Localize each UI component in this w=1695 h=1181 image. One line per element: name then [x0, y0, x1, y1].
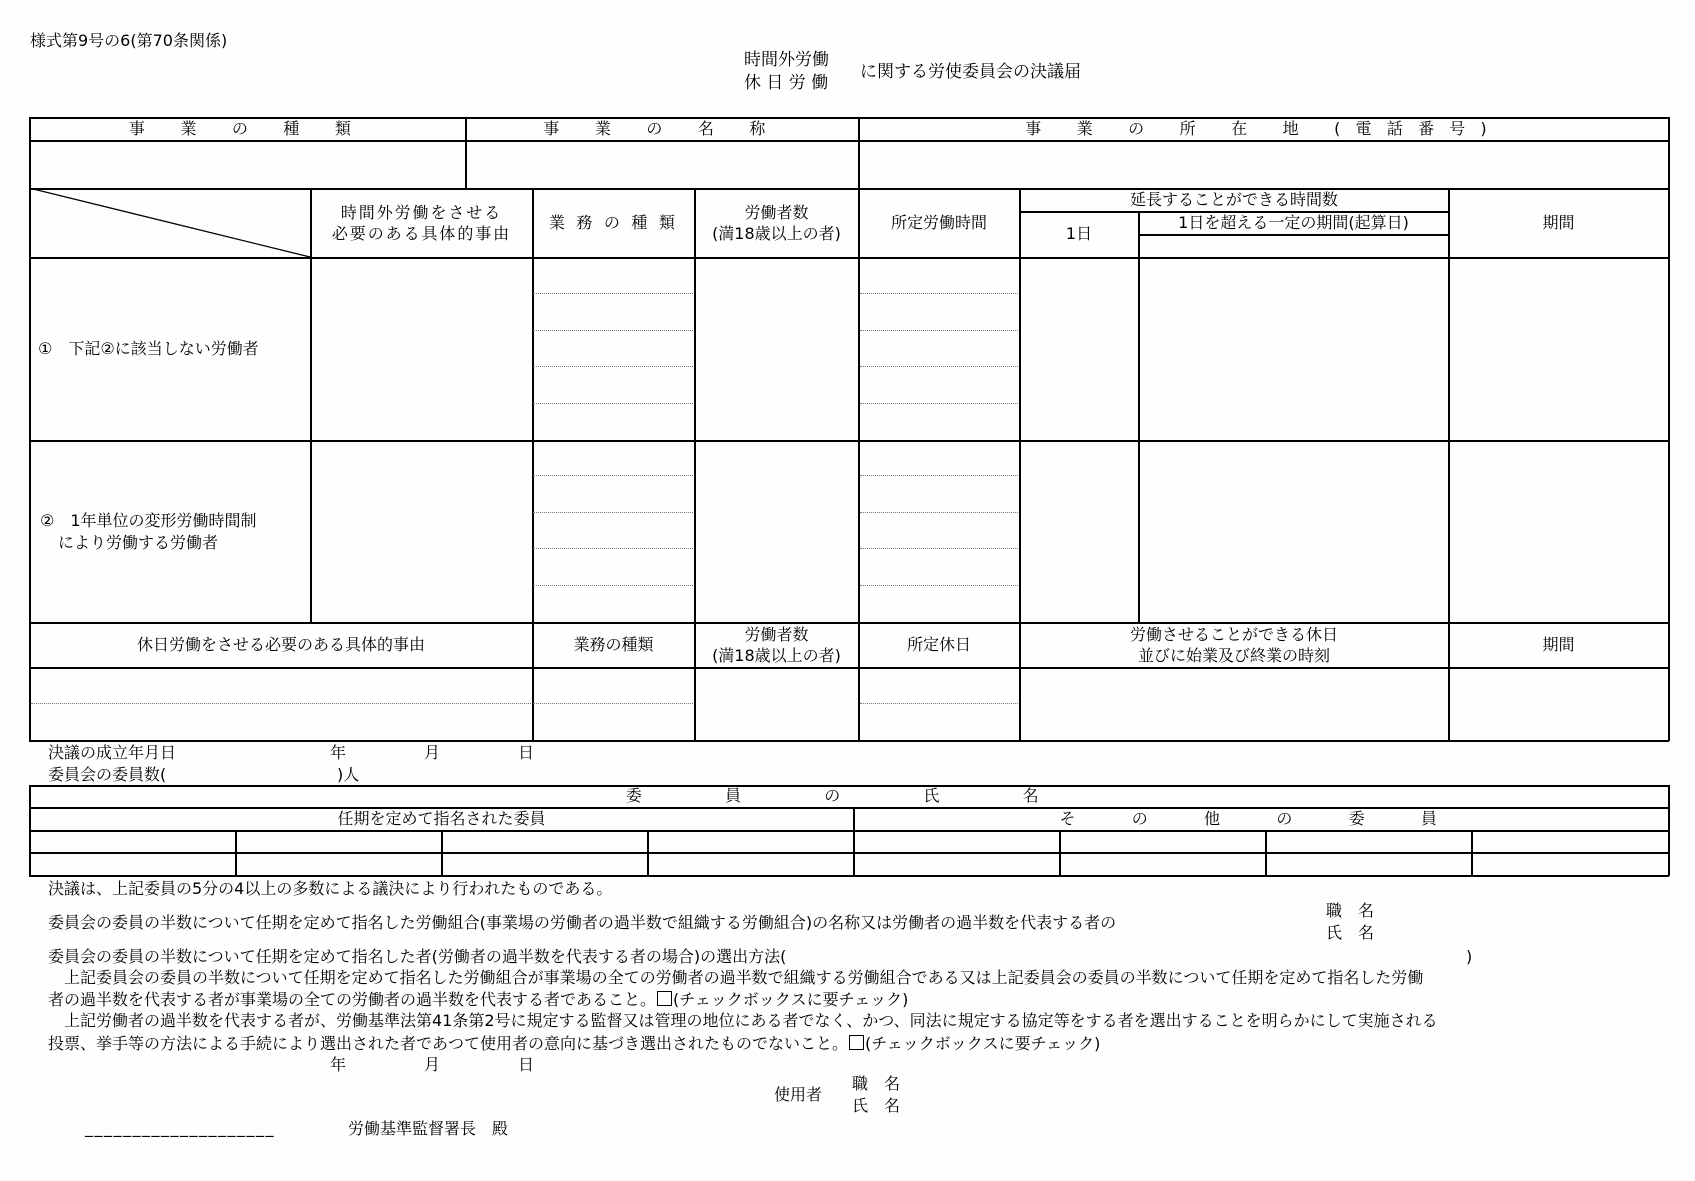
- addressee-label: 労働基準監督署長 殿: [348, 1119, 509, 1138]
- row2-label-line1: ② 1年単位の変形労働時間制: [40, 511, 257, 530]
- other-member-input[interactable]: [855, 854, 1058, 874]
- member-count-suffix: )人: [337, 765, 360, 784]
- holiday-job-type-input[interactable]: [534, 669, 693, 739]
- appointed-member-input[interactable]: [443, 832, 646, 852]
- member-count-input[interactable]: [185, 764, 335, 784]
- row2-period-over-day-input[interactable]: [1140, 442, 1447, 621]
- business-type-input[interactable]: [31, 142, 464, 188]
- business-location-input[interactable]: [860, 142, 1667, 188]
- holiday-reason-input[interactable]: [31, 669, 531, 739]
- row1-one-day-input[interactable]: [1021, 259, 1137, 439]
- resolution-day: 日: [518, 743, 535, 762]
- other-members-header: そ の 他 の 委 員: [1059, 808, 1463, 828]
- union-title-label: 職 名: [1326, 901, 1375, 920]
- appointed-member-input[interactable]: [237, 832, 440, 852]
- extendable-hours-header: 延長することができる時間数: [1129, 190, 1338, 210]
- business-name-input[interactable]: [467, 142, 857, 188]
- appointed-member-input[interactable]: [237, 854, 440, 874]
- business-location-header: 事 業 の 所 在 地 (電話番号): [1025, 118, 1502, 138]
- row1-period-input[interactable]: [1450, 259, 1667, 439]
- statement-representative-line1: 上記労働者の過半数を代表する者が、労働基準法第41条第2号に規定する監督又は管理の地位にある者でなく、かつ、同法に規定する協定等をする者を選出することを明らかにして実施される: [48, 1011, 1438, 1030]
- selection-method-input[interactable]: [925, 946, 1465, 966]
- allowed-holidays-header: 労働させることができる休日 並びに始業及び終業の時刻: [1129, 624, 1338, 665]
- title-suffix: に関する労使委員会の決議届: [860, 62, 1081, 82]
- union-name-label: 氏 名: [1326, 923, 1375, 942]
- holiday-allowed-input[interactable]: [1021, 669, 1447, 739]
- holiday-scheduled-input[interactable]: [860, 669, 1018, 739]
- union-majority-checkbox[interactable]: [657, 991, 672, 1006]
- submit-month: 月: [424, 1055, 441, 1074]
- business-name-header: 事 業 の 名 称: [543, 118, 781, 138]
- appointed-member-input[interactable]: [443, 854, 646, 874]
- statement-representative-line2: 投票、挙手等の方法による手続により選出された者であつて使用者の意向に基づき選出されたものでないこと。 (チェックボックスに要チェック): [48, 1034, 1101, 1053]
- statement-majority: 決議は、上記委員の5分の4以上の多数による議決により行われたものである。: [48, 879, 613, 898]
- holiday-workers-input[interactable]: [696, 669, 857, 739]
- row1-period-over-day-input[interactable]: [1140, 259, 1447, 439]
- statement-union-majority-line1: 上記委員会の委員の半数について任期を定めて指名した労働組合が事業場の全ての労働者の過半数で組織する労働組合である又は上記委員会の委員の半数について任期を定めて指名した労働: [48, 968, 1424, 987]
- employer-title-label: 職 名: [852, 1074, 901, 1093]
- resolution-year: 年: [330, 743, 347, 762]
- representative-checkbox[interactable]: [849, 1035, 864, 1050]
- other-member-input[interactable]: [1267, 854, 1470, 874]
- resolution-month: 月: [424, 743, 441, 762]
- office-blank[interactable]: ____________________: [85, 1118, 275, 1137]
- period-over-day-header: 1日を超える一定の期間(起算日): [1178, 212, 1409, 232]
- one-day-header: 1日: [1065, 224, 1093, 244]
- row1-hours-input[interactable]: [860, 259, 1018, 439]
- row2-one-day-input[interactable]: [1021, 442, 1137, 621]
- holiday-job-type-header: 業務の種類: [573, 635, 654, 655]
- other-member-input[interactable]: [1473, 832, 1667, 852]
- title-line1: 時間外労働: [744, 50, 829, 70]
- row1-workers-input[interactable]: [696, 259, 857, 439]
- submit-day: 日: [518, 1055, 535, 1074]
- job-type-header: 業 務 の 種 類: [548, 213, 679, 233]
- business-type-header: 事 業 の 種 類: [128, 118, 367, 138]
- submit-year: 年: [330, 1055, 347, 1074]
- other-member-input[interactable]: [1267, 832, 1470, 852]
- row2-workers-input[interactable]: [696, 442, 857, 621]
- scheduled-hours-header: 所定労働時間: [890, 213, 987, 233]
- row1-job-type-input[interactable]: [534, 259, 693, 439]
- selection-method-close: ): [1466, 947, 1473, 966]
- row2-hours-input[interactable]: [860, 442, 1018, 621]
- row2-reason-input[interactable]: [312, 442, 531, 621]
- members-title: 委 員 の 氏 名: [625, 786, 1073, 806]
- overtime-reason-header: 時間外労働をさせる 必要のある具体的事由: [331, 202, 512, 243]
- other-member-input[interactable]: [1061, 854, 1264, 874]
- employer-label: 使用者: [774, 1085, 823, 1104]
- union-representative-input[interactable]: [1390, 900, 1660, 945]
- row2-label-line2: により労働する労働者: [58, 533, 219, 552]
- form-number: 様式第9号の6(第70条関係): [30, 31, 228, 50]
- start-date-input[interactable]: [1140, 236, 1447, 256]
- row2-job-type-input[interactable]: [534, 442, 693, 621]
- workers-header: 労働者数 (満18歳以上の者): [712, 202, 841, 243]
- holiday-period-input[interactable]: [1450, 669, 1667, 739]
- resolution-date-label: 決議の成立年月日: [48, 743, 177, 762]
- other-member-input[interactable]: [855, 832, 1058, 852]
- employer-name-label: 氏 名: [852, 1096, 901, 1115]
- statement-union-majority-line2: 者の過半数を代表する者が事業場の全ての労働者の過半数を代表する者であること。 (チェックボックスに要チェック): [48, 990, 909, 1009]
- diagonal-slash: [29, 188, 311, 258]
- other-member-input[interactable]: [1473, 854, 1667, 874]
- statement-selection-method: 委員会の委員の半数について任期を定めて指名した者(労働者の過半数を代表する者の場合)の選出方法(: [48, 947, 787, 966]
- appointed-member-input[interactable]: [649, 832, 852, 852]
- holiday-period-header: 期間: [1542, 635, 1575, 655]
- period-header: 期間: [1542, 213, 1575, 233]
- appointed-member-input[interactable]: [31, 854, 234, 874]
- row1-reason-input[interactable]: [312, 259, 531, 439]
- title-line2: 休 日 労 働: [744, 73, 829, 93]
- member-count-label: 委員会の委員数(: [48, 765, 167, 784]
- appointed-members-header: 任期を定めて指名された委員: [337, 808, 546, 828]
- other-member-input[interactable]: [1061, 832, 1264, 852]
- holiday-workers-header: 労働者数 (満18歳以上の者): [712, 624, 841, 665]
- appointed-member-input[interactable]: [649, 854, 852, 874]
- holiday-reason-header: 休日労働をさせる必要のある具体的事由: [136, 635, 425, 655]
- statement-union-name: 委員会の委員の半数について任期を定めて指名した労働組合(事業場の労働者の過半数で組織する労働組合)の名称又は労働者の過半数を代表する者の: [48, 913, 1117, 932]
- scheduled-holidays-header: 所定休日: [906, 635, 971, 655]
- appointed-member-input[interactable]: [31, 832, 234, 852]
- employer-input[interactable]: [915, 1074, 1315, 1118]
- row2-period-input[interactable]: [1450, 442, 1667, 621]
- row1-label: ① 下記②に該当しない労働者: [38, 339, 259, 358]
